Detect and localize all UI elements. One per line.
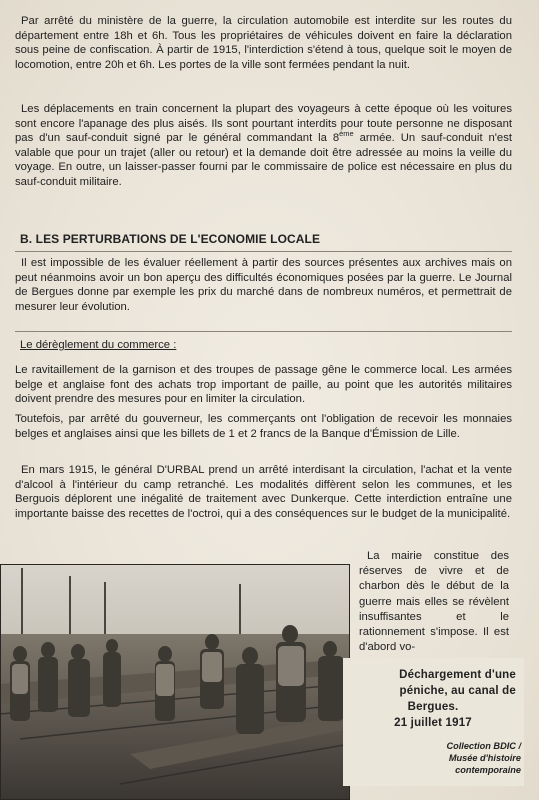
paragraph-alcool: En mars 1915, le général D'URBAL prend un arrêté interdisant la circulation, l'achat et la vente d'alcool à l'intérieur du camp retranché. Les modalités diffèrent selon les communes, et les Berguois déplorent une inégalité de traitement avec Dunkerque. Cette interdiction entraîne une importante baisse des recettes de l'octroi, qui a des conséquences sur le budget de la municipalité. [15, 464, 512, 520]
credit-line-2: Musée d'histoire [448, 753, 521, 763]
caption-line-3: Bergues. [407, 701, 459, 713]
paragraph-monnaies: Toutefois, par arrêté du gouverneur, les commerçants ont l'obligation de recevoir les monnaies belges et anglaises ainsi que les billets de 1 et 2 francs de la Banque d'Émission de Lille. [15, 413, 512, 440]
superscript-eme: ème [339, 129, 354, 139]
paragraph-train-start: Les déplacements en train concernent la plupart des voyageurs à cette époque où les voitures sont encore l'apanage des plus aisés. Ils sont pourtant interdits pour toute personne ne disposant pas d'un sauf-conduit signé par le général commandant la 8 [15, 103, 512, 145]
caption-line-1: Déchargement d'une [399, 669, 516, 681]
paragraph-train-end: armée. Un sauf-conduit n'est valable que pour un trajet (aller ou retour) et la demande doit être adressée au moins la veille du voyage. En outre, un laisser-passer fourni par le commissaire de police est nécessaire en plus du sauf-conduit militaire. [15, 132, 512, 188]
caption-line-2: péniche, au canal de [399, 685, 516, 697]
paragraph-train [15, 102, 512, 190]
paragraph-circulation: Par arrêté du ministère de la guerre, la circulation automobile est interdite sur les routes du département entre 18h et 6h. Tous les propriétaires de véhicules doivent en faire la déclaration sous peine de confiscation. À partir de 1915, l'interdiction s'étend à tous, quelque soit le moyen de locomotion, entre 20h et 6h. Les portes de la ville sont fermées pendant la nuit. [15, 15, 512, 71]
historical-photo-barge-unloading [0, 564, 350, 800]
subheading-divider [15, 331, 512, 332]
subheading-commerce: Le dérèglement du commerce : [20, 339, 177, 351]
caption-line-4: 21 juillet 1917 [394, 717, 472, 729]
heading-divider [15, 251, 512, 252]
paragraph-economy-intro: Il est impossible de les évaluer réellement à partir des sources présentes aux archives mais on peut néanmoins avoir un bon aperçu des difficultés économiques posées par la guerre. Le Journal de Bergues donne par exemple les prix du marché dans de nombreux numéros, et permettrait de mesurer leur évolution. [15, 257, 512, 313]
section-heading: B. LES PERTURBATIONS DE L'ECONOMIE LOCALE [20, 232, 321, 246]
paragraph-mairie-reserves: La mairie constitue des réserves de vivre et de charbon dès le début de la guerre mais elles se révèlent insuffisantes et le rationnement s'impose. Il est d'abord vo- [359, 550, 509, 654]
paragraph-ravitaillement: Le ravitaillement de la garnison et des troupes de passage gêne le commerce local. Les armées belge et anglaise font des achats trop important de paille, au point que les autorités militaires doivent prendre des mesures pour en limiter la circulation. [15, 364, 512, 406]
credit-line-3: contemporaine [455, 765, 521, 775]
credit-line-1: Collection BDIC / [446, 741, 521, 751]
